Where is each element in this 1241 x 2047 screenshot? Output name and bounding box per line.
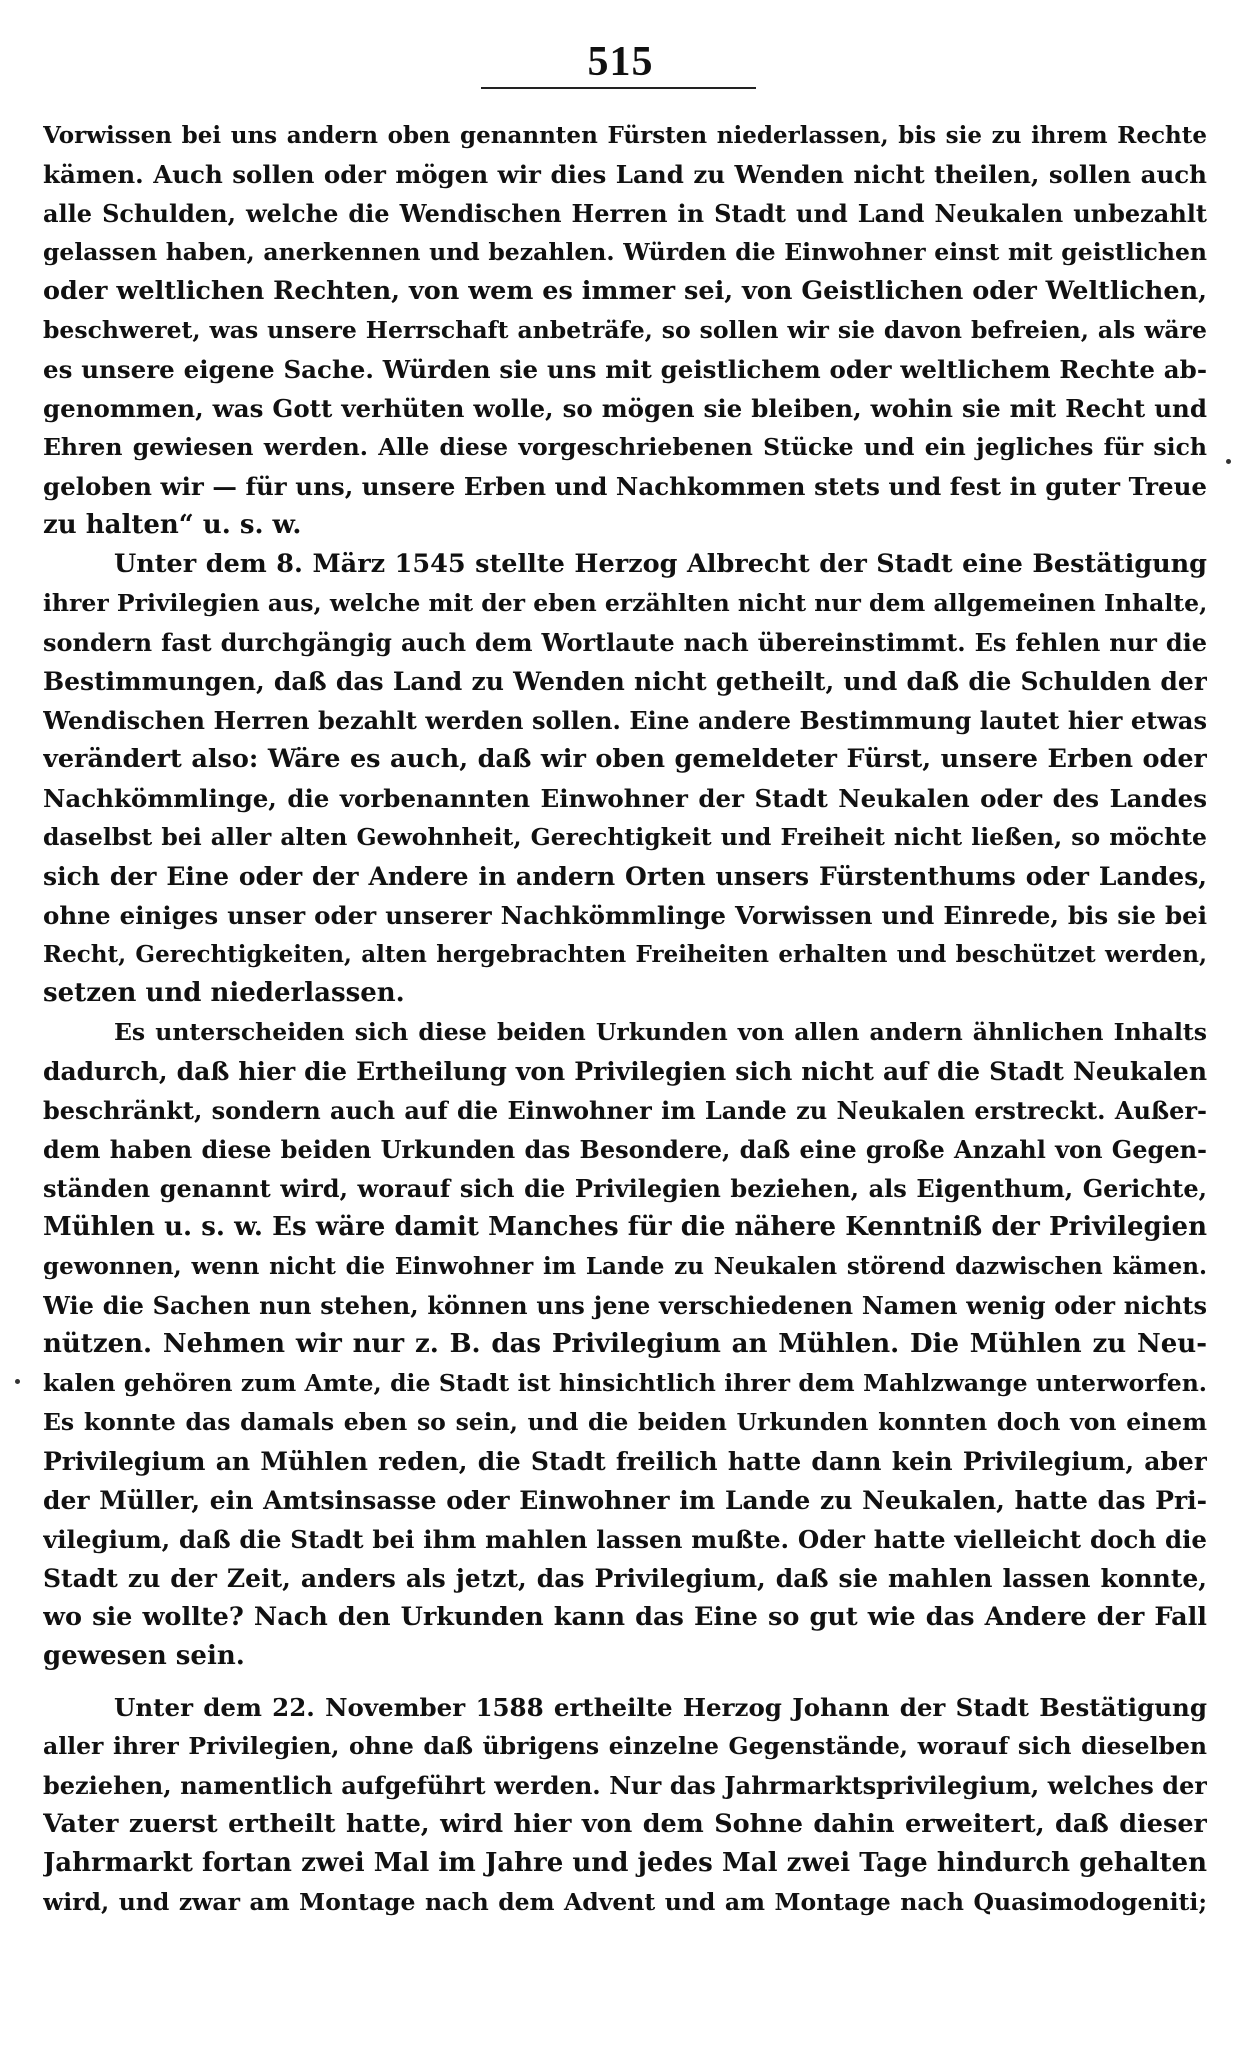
text-line: beschränkt, sondern auch auf die Einwohner im Lande zu Neukalen erstreckt. Außer- [43, 1096, 1207, 1125]
text-line: Stadt zu der Zeit, anders als jetzt, das Privilegium, daß sie mahlen lassen konnte, [43, 1564, 1207, 1593]
text-line: Unter dem 22. November 1588 ertheilte Herzog Johann der Stadt Bestätigung [114, 1693, 1207, 1722]
text-line: gewonnen, wenn nicht die Einwohner im Lande zu Neukalen störend dazwischen kämen. [43, 1253, 1207, 1280]
text-line: ihrer Privilegien aus, welche mit der eben erzählten nicht nur dem allgemeinen Inhalte, [43, 589, 1207, 617]
text-line: Mühlen u. s. w. Es wäre damit Manches für die nähere Kenntniß der Privilegien [43, 1212, 1207, 1242]
text-line: der Müller, ein Amtsinsasse oder Einwohner im Lande zu Neukalen, hatte das Pri- [43, 1486, 1207, 1515]
paragraph-2 [43, 545, 1207, 1013]
text-line: dadurch, daß hier die Ertheilung von Privilegien sich nicht auf die Stadt Neukalen [43, 1057, 1207, 1086]
text-line: Jahrmarkt fortan zwei Mal im Jahre und jedes Mal zwei Tage hindurch gehalten [43, 1848, 1207, 1878]
text-line: Privilegium an Mühlen reden, die Stadt freilich hatte dann kein Privilegium, aber [43, 1447, 1207, 1476]
text-line: kämen. Auch sollen oder mögen wir dies Land zu Wenden nicht theilen, sollen auch [43, 160, 1207, 189]
header-rule [481, 87, 756, 89]
text-line: sich der Eine oder der Andere in andern Orten unsers Fürstenthums oder Landes, [43, 862, 1207, 891]
text-line: Es unterscheiden sich diese beiden Urkunden von allen andern ähnlichen Inhalts [114, 1018, 1207, 1046]
text-line: Unter dem 8. März 1545 stellte Herzog Albrecht der Stadt eine Bestätigung [114, 549, 1207, 579]
text-line: zu halten“ u. s. w. [43, 510, 302, 540]
page-number: 515 [587, 39, 654, 85]
text-line: es unsere eigene Sache. Würden sie uns mit geistlichem oder weltlichem Rechte ab- [43, 355, 1207, 384]
text-line: Ehren gewiesen werden. Alle diese vorgeschriebenen Stücke und ein jegliches für sich [43, 433, 1207, 461]
text-line: daselbst bei aller alten Gewohnheit, Gerechtigkeit und Freiheit nicht ließen, so möchte [43, 823, 1207, 851]
text-line: beziehen, namentlich aufgeführt werden. Nur das Jahrmarktsprivilegium, welches der [43, 1771, 1207, 1800]
print-speck [1226, 459, 1231, 464]
text-line: beschweret, was unsere Herrschaft anbeträfe, so sollen wir sie davon befreien, als wäre [43, 316, 1207, 344]
print-speck [15, 1379, 20, 1384]
text-line: nützen. Nehmen wir nur z. B. das Privilegium an Mühlen. Die Mühlen zu Neu- [43, 1329, 1207, 1359]
text-line: Wie die Sachen nun stehen, können uns jene verschiedenen Namen wenig oder nichts [43, 1291, 1207, 1320]
text-line: wird, und zwar am Montage nach dem Advent und am Montage nach Quasimodogeniti; [43, 1888, 1207, 1916]
text-line: Vorwissen bei uns andern oben genannten Fürsten niederlassen, bis sie zu ihrem Rechte [43, 122, 1207, 149]
text-line: ständen genannt wird, worauf sich die Privilegien beziehen, als Eigenthum, Gerichte, [43, 1174, 1207, 1203]
text-line: vilegium, daß die Stadt bei ihm mahlen lassen mußte. Oder hatte vielleicht doch die [43, 1525, 1207, 1554]
text-line: gewesen sein. [43, 1641, 245, 1671]
text-line: genommen, was Gott verhüten wolle, so mögen sie bleiben, wohin sie mit Recht und [43, 394, 1207, 423]
text-line: geloben wir — für uns, unsere Erben und Nachkommen stets und fest in guter Treue [43, 472, 1207, 501]
body-text [43, 116, 1207, 1922]
text-line: Bestimmungen, daß das Land zu Wenden nicht getheilt, und daß die Schulden der [43, 667, 1207, 696]
text-line: verändert also: Wäre es auch, daß wir oben gemeldeter Fürst, unsere Erben oder [43, 744, 1207, 774]
text-line: oder weltlichen Rechten, von wem es immer sei, von Geistlichen oder Weltlichen, [43, 276, 1207, 306]
text-line: kalen gehören zum Amte, die Stadt ist hinsichtlich ihrer dem Mahlzwange unterworfen. [43, 1369, 1207, 1397]
text-line: gelassen haben, anerkennen und bezahlen. Würden die Einwohner einst mit geistlichen [43, 238, 1207, 266]
text-line: alle Schulden, welche die Wendischen Herren in Stadt und Land Neukalen unbezahlt [43, 199, 1207, 228]
paragraph-4 [43, 1688, 1207, 1922]
text-line: ohne einiges unser oder unserer Nachkömmlinge Vorwissen und Einrede, bis sie bei [43, 901, 1207, 930]
text-line: Wendischen Herren bezahlt werden sollen. Eine andere Bestimmung lautet hier etwas [43, 706, 1207, 735]
text-line: Es konnte das damals eben so sein, und die beiden Urkunden konnten doch von einem [43, 1408, 1207, 1436]
text-line: Vater zuerst ertheilt hatte, wird hier von dem Sohne dahin erweitert, daß dieser [43, 1809, 1207, 1839]
text-line: aller ihrer Privilegien, ohne daß übrigens einzelne Gegenstände, worauf sich dieselben [43, 1732, 1207, 1760]
paragraph-3 [43, 1013, 1207, 1676]
text-line: Recht, Gerechtigkeiten, alten hergebrachten Freiheiten erhalten und beschützet werden, [43, 941, 1207, 968]
text-line: sondern fast durchgängig auch dem Wortlaute nach übereinstimmt. Es fehlen nur die [43, 628, 1207, 657]
text-line: dem haben diese beiden Urkunden das Besondere, daß eine große Anzahl von Gegen- [43, 1135, 1207, 1164]
text-line: setzen und niederlassen. [43, 978, 405, 1008]
text-line: wo sie wollte? Nach den Urkunden kann das Eine so gut wie das Andere der Fall [43, 1602, 1207, 1632]
paragraph-1 [43, 116, 1207, 545]
text-line: Nachkömmlinge, die vorbenannten Einwohner der Stadt Neukalen oder des Landes [43, 784, 1207, 813]
